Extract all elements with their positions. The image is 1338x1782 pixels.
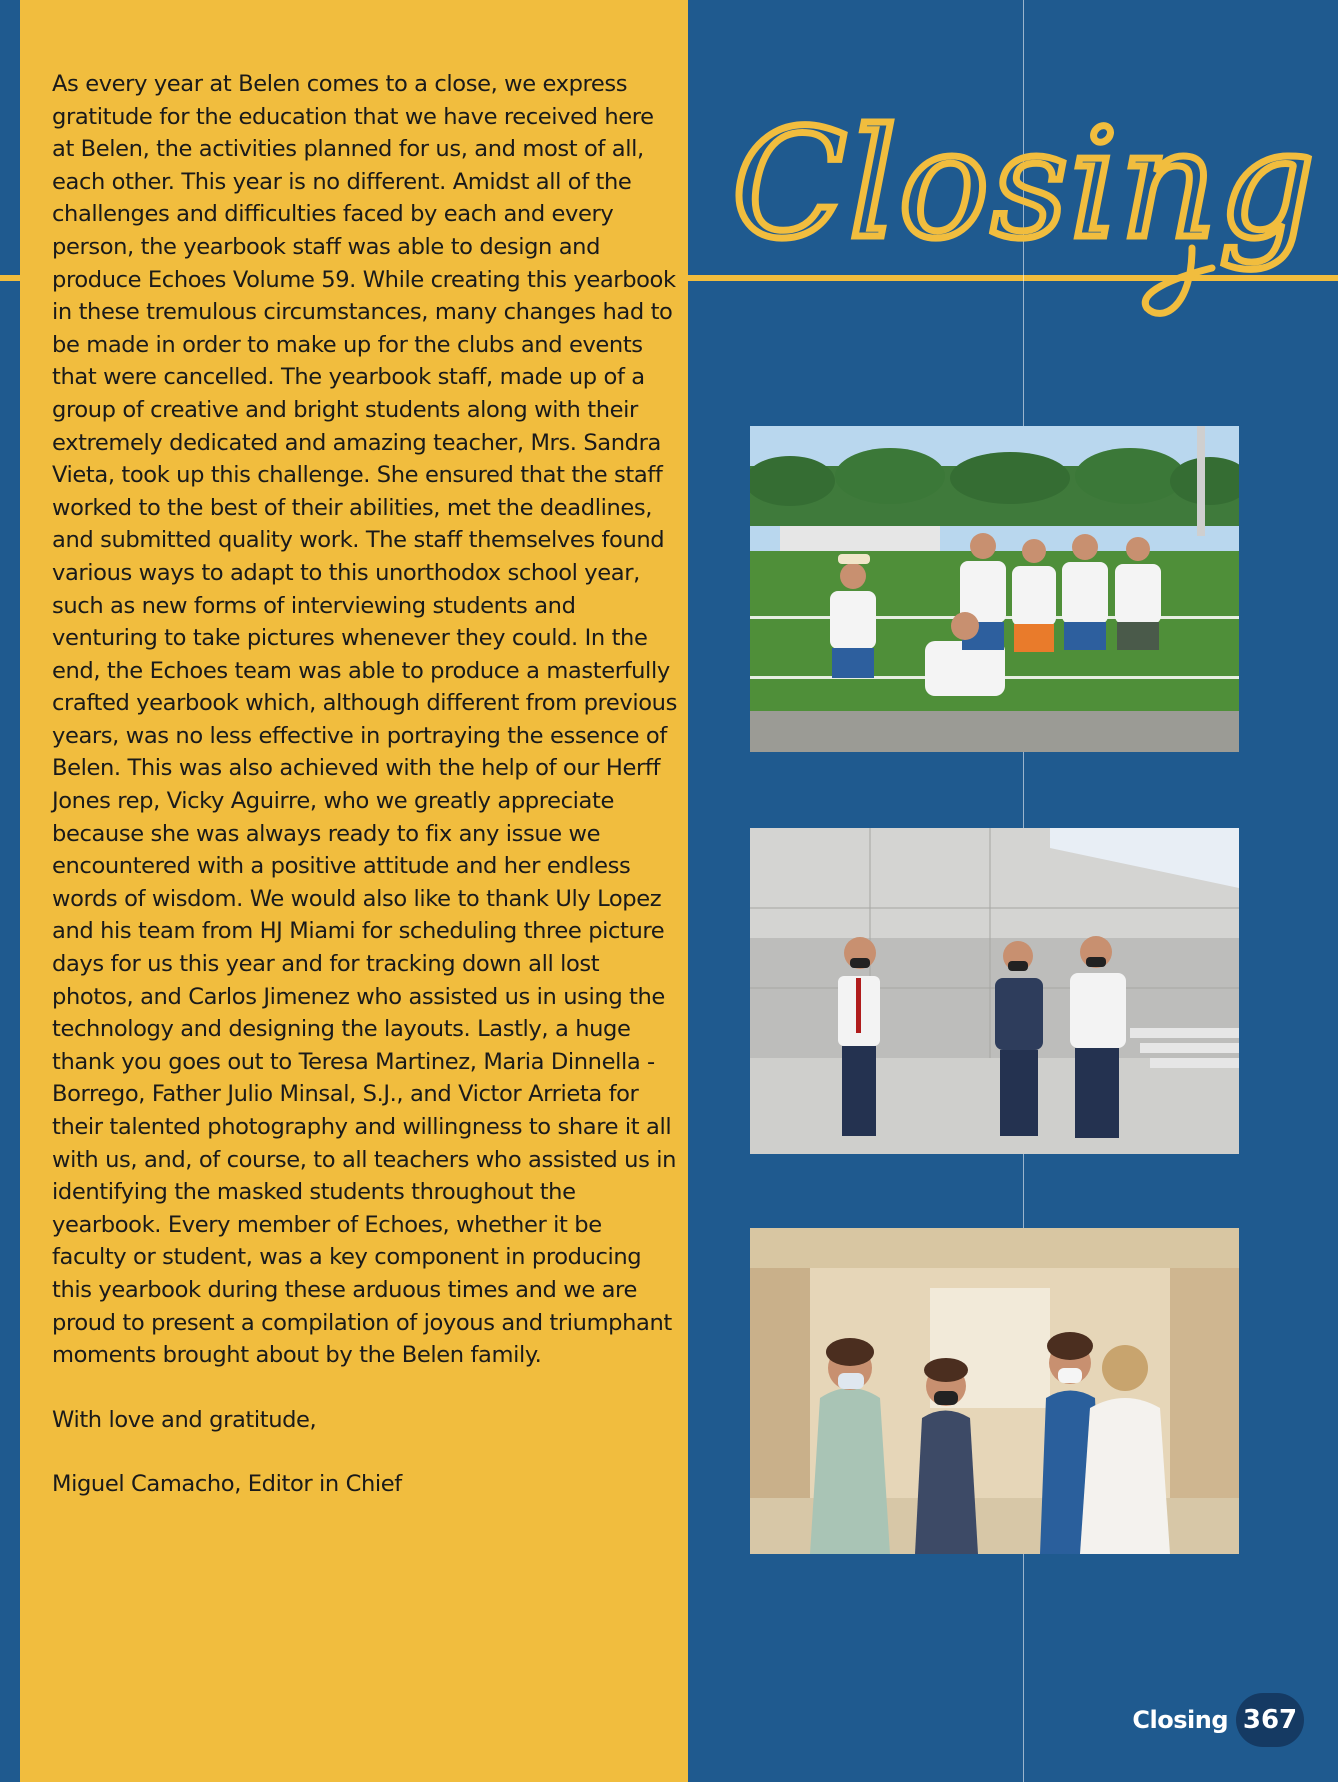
page-title-text: Closing [732,118,1317,272]
photo-faculty-in-hallway [750,1228,1239,1554]
page-number: 367 [1242,1705,1298,1735]
photo-students-walking-outdoors [750,828,1239,1154]
letter [52,68,682,1501]
letter-body: As every year at Belen comes to a close, we express gratitude for the education that we have received here at Belen, the activities planned for us, and most of all, each other. This year is no different. Amidst all of the challenges and difficulties faced by each and every person, the yearbook staff was able to design and produce Echoes Volume 59. While creating this yearbook in these tremulous circumstances, many changes had to be made in order to make up for the clubs and events that were cancelled. The yearbook staff, made up of a group of creative and bright students along with their extremely dedicated and amazing teacher, Mrs. Sandra Vieta, took up this challenge. She ensured that the staff worked to the best of their abilities, met the deadlines, and submitted quality work. The staff themselves found various ways to adapt to this unorthodox school year, such as new forms of interviewing students and venturing to take pictures whenever they could. In the end, the Echoes team was able to produce a masterfully crafted yearbook which, although different from previous years, was no less effective in portraying the essence of Belen. This was also achieved with the help of our Herff Jones rep, Vicky Aguirre, who we greatly appreciate because she was always ready to fix any issue we encountered with a positive attitude and her endless words of wisdom. We would also like to thank Uly Lopez and his team from HJ Miami for scheduling three picture days for us this year and for tracking down all lost photos, and Carlos Jimenez who assisted us in using the technology and designing the layouts. Lastly, a huge thank you goes out to Teresa Martinez, Maria Dinnella - Borrego, Father Julio Minsal, S.J., and Victor Arrieta for their talented photography and willingness to share it all with us, and, of course, to all teachers who assisted us in identifying the masked students throughout the yearbook. Every member of Echoes, whether it be faculty or student, was a key component in producing this yearbook during these arduous times and we are proud to present a compilation of joyous and triumphant moments brought about by the Belen family. [52,71,677,1369]
page-number-badge [1236,1693,1304,1747]
folio-section-label: Closing [1132,1706,1228,1734]
letter-signature: Miguel Camacho, Editor in Chief [52,1471,402,1498]
page-title [722,118,1322,358]
photo-students-on-field [750,426,1239,752]
accent-rule-left [0,275,20,281]
letter-closing: With love and gratitude, [52,1406,317,1433]
folio [1132,1693,1304,1747]
